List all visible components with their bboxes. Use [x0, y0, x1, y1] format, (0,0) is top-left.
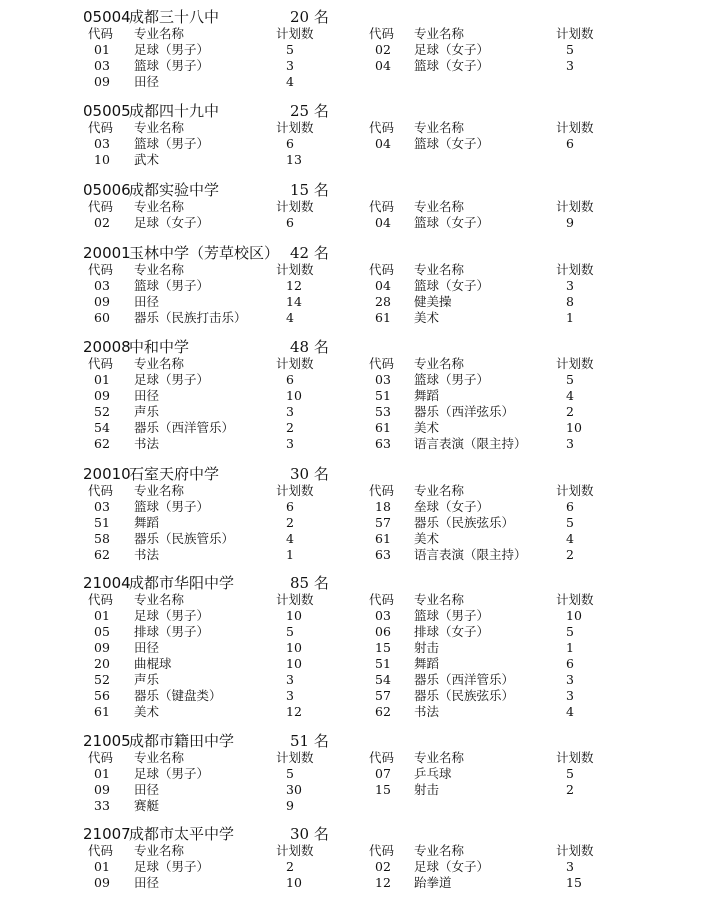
program-code: 09	[94, 875, 110, 890]
program-plan: 4	[566, 704, 574, 719]
school-code: 20001	[83, 244, 131, 262]
program-name: 曲棍球	[134, 656, 172, 671]
header-plan: 计划数	[556, 120, 594, 135]
program-name: 器乐（西洋管乐）	[414, 672, 515, 687]
program-plan: 10	[286, 388, 302, 403]
program-name: 武术	[134, 152, 160, 167]
program-plan: 3	[566, 688, 574, 703]
header-name: 专业名称	[134, 843, 185, 858]
program-plan: 14	[286, 294, 302, 309]
school-name: 成都四十九中	[129, 102, 220, 120]
program-plan: 3	[566, 278, 574, 293]
program-code: 03	[375, 372, 391, 387]
program-code: 51	[94, 515, 110, 530]
program-name: 健美操	[414, 294, 452, 309]
program-code: 06	[375, 624, 391, 639]
program-name: 声乐	[134, 672, 160, 687]
program-name: 足球（女子）	[414, 42, 490, 57]
program-code: 20	[94, 656, 110, 671]
program-code: 57	[375, 688, 391, 703]
header-name: 专业名称	[134, 199, 185, 214]
program-code: 15	[375, 640, 391, 655]
program-code: 02	[375, 859, 391, 874]
program-plan: 10	[566, 608, 582, 623]
program-code: 62	[94, 436, 110, 451]
program-name: 篮球（男子）	[134, 136, 210, 151]
program-name: 排球（男子）	[134, 624, 210, 639]
program-name: 跆拳道	[414, 875, 452, 890]
school-quota: 51 名	[290, 732, 329, 750]
header-plan: 计划数	[556, 750, 594, 765]
program-plan: 4	[286, 531, 294, 546]
program-plan: 12	[286, 704, 302, 719]
program-code: 03	[94, 58, 110, 73]
program-name: 书法	[414, 704, 440, 719]
program-code: 02	[375, 42, 391, 57]
header-code: 代码	[88, 120, 114, 135]
program-code: 54	[94, 420, 110, 435]
header-name: 专业名称	[414, 483, 465, 498]
program-name: 美术	[414, 531, 440, 546]
header-code: 代码	[369, 262, 395, 277]
program-code: 63	[375, 436, 391, 451]
header-name: 专业名称	[134, 120, 185, 135]
program-code: 09	[94, 388, 110, 403]
program-code: 15	[375, 782, 391, 797]
program-plan: 1	[566, 310, 574, 325]
header-name: 专业名称	[134, 26, 185, 41]
program-name: 舞蹈	[134, 515, 160, 530]
program-name: 篮球（女子）	[414, 58, 490, 73]
program-code: 60	[94, 310, 110, 325]
header-code: 代码	[88, 750, 114, 765]
header-code: 代码	[369, 26, 395, 41]
header-plan: 计划数	[276, 483, 314, 498]
program-name: 田径	[134, 640, 160, 655]
program-code: 56	[94, 688, 110, 703]
program-name: 射击	[414, 782, 440, 797]
program-name: 声乐	[134, 404, 160, 419]
program-plan: 3	[286, 58, 294, 73]
program-plan: 6	[566, 136, 574, 151]
program-code: 12	[375, 875, 391, 890]
school-code: 20008	[83, 338, 131, 356]
program-plan: 5	[566, 624, 574, 639]
program-plan: 2	[286, 420, 294, 435]
program-name: 垒球（女子）	[414, 499, 490, 514]
header-plan: 计划数	[556, 356, 594, 371]
school-quota: 30 名	[290, 825, 329, 843]
school-quota: 85 名	[290, 574, 329, 592]
program-code: 58	[94, 531, 110, 546]
program-name: 排球（女子）	[414, 624, 490, 639]
school-name: 成都市籍田中学	[129, 732, 235, 750]
program-name: 器乐（西洋弦乐）	[414, 404, 515, 419]
program-plan: 10	[286, 608, 302, 623]
header-plan: 计划数	[556, 26, 594, 41]
program-plan: 8	[566, 294, 574, 309]
header-code: 代码	[88, 592, 114, 607]
school-code: 21007	[83, 825, 131, 843]
program-code: 61	[375, 531, 391, 546]
header-plan: 计划数	[276, 843, 314, 858]
header-code: 代码	[369, 356, 395, 371]
program-code: 09	[94, 294, 110, 309]
program-code: 01	[94, 608, 110, 623]
program-plan: 12	[286, 278, 302, 293]
program-name: 器乐（民族打击乐）	[134, 310, 247, 325]
program-plan: 3	[566, 436, 574, 451]
program-plan: 6	[566, 656, 574, 671]
header-plan: 计划数	[556, 483, 594, 498]
program-code: 03	[94, 499, 110, 514]
program-plan: 2	[566, 547, 574, 562]
program-plan: 5	[286, 624, 294, 639]
header-name: 专业名称	[414, 262, 465, 277]
program-name: 篮球（男子）	[134, 499, 210, 514]
school-name: 石室天府中学	[129, 465, 220, 483]
program-code: 18	[375, 499, 391, 514]
program-plan: 4	[566, 388, 574, 403]
header-plan: 计划数	[276, 750, 314, 765]
program-plan: 3	[286, 404, 294, 419]
header-plan: 计划数	[276, 199, 314, 214]
program-code: 52	[94, 404, 110, 419]
header-code: 代码	[369, 592, 395, 607]
program-name: 器乐（民族弦乐）	[414, 515, 515, 530]
program-name: 赛艇	[134, 798, 160, 813]
program-code: 51	[375, 388, 391, 403]
program-code: 09	[94, 74, 110, 89]
program-name: 足球（男子）	[134, 766, 210, 781]
program-plan: 6	[286, 372, 294, 387]
program-plan: 10	[566, 420, 582, 435]
header-plan: 计划数	[276, 120, 314, 135]
program-name: 书法	[134, 547, 160, 562]
program-name: 乒乓球	[414, 766, 452, 781]
program-code: 63	[375, 547, 391, 562]
program-code: 04	[375, 136, 391, 151]
program-plan: 6	[286, 215, 294, 230]
program-name: 器乐（民族管乐）	[134, 531, 235, 546]
program-plan: 4	[566, 531, 574, 546]
program-plan: 5	[566, 372, 574, 387]
header-name: 专业名称	[414, 356, 465, 371]
program-plan: 10	[286, 875, 302, 890]
program-code: 62	[375, 704, 391, 719]
program-plan: 5	[286, 42, 294, 57]
program-name: 足球（女子）	[414, 859, 490, 874]
header-plan: 计划数	[556, 843, 594, 858]
program-name: 篮球（女子）	[414, 136, 490, 151]
school-code: 05006	[83, 181, 131, 199]
program-plan: 3	[566, 859, 574, 874]
program-name: 足球（男子）	[134, 372, 210, 387]
program-plan: 5	[286, 766, 294, 781]
program-name: 田径	[134, 782, 160, 797]
program-name: 篮球（男子）	[134, 278, 210, 293]
program-plan: 5	[566, 42, 574, 57]
program-plan: 6	[566, 499, 574, 514]
school-code: 05005	[83, 102, 131, 120]
school-name: 成都实验中学	[129, 181, 220, 199]
program-plan: 1	[566, 640, 574, 655]
header-plan: 计划数	[276, 356, 314, 371]
program-plan: 9	[286, 798, 294, 813]
school-name: 中和中学	[129, 338, 190, 356]
header-plan: 计划数	[276, 262, 314, 277]
program-name: 美术	[134, 704, 160, 719]
program-name: 语言表演（限主持）	[414, 436, 527, 451]
school-quota: 48 名	[290, 338, 329, 356]
program-code: 01	[94, 372, 110, 387]
header-name: 专业名称	[414, 26, 465, 41]
program-plan: 3	[566, 58, 574, 73]
program-code: 04	[375, 58, 391, 73]
program-name: 篮球（男子）	[414, 608, 490, 623]
program-name: 语言表演（限主持）	[414, 547, 527, 562]
school-quota: 15 名	[290, 181, 329, 199]
program-plan: 30	[286, 782, 302, 797]
header-plan: 计划数	[556, 592, 594, 607]
program-plan: 3	[286, 672, 294, 687]
header-name: 专业名称	[134, 356, 185, 371]
program-plan: 2	[286, 515, 294, 530]
header-plan: 计划数	[556, 262, 594, 277]
program-code: 05	[94, 624, 110, 639]
program-code: 57	[375, 515, 391, 530]
program-code: 51	[375, 656, 391, 671]
program-name: 田径	[134, 294, 160, 309]
header-name: 专业名称	[414, 592, 465, 607]
program-name: 田径	[134, 74, 160, 89]
school-name: 成都市太平中学	[129, 825, 235, 843]
program-code: 54	[375, 672, 391, 687]
program-plan: 2	[566, 404, 574, 419]
school-quota: 25 名	[290, 102, 329, 120]
header-code: 代码	[88, 26, 114, 41]
program-code: 61	[375, 310, 391, 325]
program-code: 01	[94, 42, 110, 57]
program-code: 07	[375, 766, 391, 781]
program-code: 01	[94, 766, 110, 781]
header-name: 专业名称	[134, 750, 185, 765]
program-plan: 5	[566, 515, 574, 530]
header-name: 专业名称	[414, 843, 465, 858]
header-plan: 计划数	[556, 199, 594, 214]
header-code: 代码	[88, 843, 114, 858]
program-name: 田径	[134, 875, 160, 890]
program-plan: 9	[566, 215, 574, 230]
program-code: 03	[94, 136, 110, 151]
school-code: 05004	[83, 8, 131, 26]
program-plan: 4	[286, 74, 294, 89]
header-name: 专业名称	[134, 262, 185, 277]
school-code: 21004	[83, 574, 131, 592]
program-name: 篮球（女子）	[414, 215, 490, 230]
program-code: 28	[375, 294, 391, 309]
school-name: 成都三十八中	[129, 8, 220, 26]
program-plan: 4	[286, 310, 294, 325]
header-name: 专业名称	[134, 483, 185, 498]
program-code: 01	[94, 859, 110, 874]
program-name: 舞蹈	[414, 388, 440, 403]
school-quota: 30 名	[290, 465, 329, 483]
program-plan: 13	[286, 152, 302, 167]
program-code: 04	[375, 278, 391, 293]
program-name: 器乐（键盘类）	[134, 688, 222, 703]
school-code: 21005	[83, 732, 131, 750]
program-code: 09	[94, 640, 110, 655]
program-plan: 6	[286, 499, 294, 514]
program-code: 04	[375, 215, 391, 230]
header-code: 代码	[369, 750, 395, 765]
program-name: 器乐（民族弦乐）	[414, 688, 515, 703]
program-plan: 2	[286, 859, 294, 874]
program-name: 篮球（男子）	[134, 58, 210, 73]
program-plan: 3	[566, 672, 574, 687]
program-plan: 1	[286, 547, 294, 562]
program-plan: 15	[566, 875, 582, 890]
header-code: 代码	[369, 199, 395, 214]
header-name: 专业名称	[414, 199, 465, 214]
header-code: 代码	[88, 199, 114, 214]
program-code: 10	[94, 152, 110, 167]
program-code: 02	[94, 215, 110, 230]
header-name: 专业名称	[414, 120, 465, 135]
program-code: 03	[375, 608, 391, 623]
program-name: 篮球（女子）	[414, 278, 490, 293]
program-name: 美术	[414, 420, 440, 435]
program-plan: 3	[286, 688, 294, 703]
program-code: 03	[94, 278, 110, 293]
program-plan: 2	[566, 782, 574, 797]
program-name: 足球（男子）	[134, 859, 210, 874]
school-quota: 42 名	[290, 244, 329, 262]
program-code: 09	[94, 782, 110, 797]
program-plan: 3	[286, 436, 294, 451]
program-name: 器乐（西洋管乐）	[134, 420, 235, 435]
program-plan: 5	[566, 766, 574, 781]
program-plan: 10	[286, 640, 302, 655]
header-code: 代码	[369, 843, 395, 858]
school-name: 成都市华阳中学	[129, 574, 235, 592]
school-quota: 20 名	[290, 8, 329, 26]
header-plan: 计划数	[276, 592, 314, 607]
program-code: 33	[94, 798, 110, 813]
program-code: 61	[375, 420, 391, 435]
program-code: 52	[94, 672, 110, 687]
header-code: 代码	[88, 262, 114, 277]
header-code: 代码	[369, 120, 395, 135]
program-name: 足球（男子）	[134, 42, 210, 57]
program-name: 美术	[414, 310, 440, 325]
program-name: 射击	[414, 640, 440, 655]
header-name: 专业名称	[134, 592, 185, 607]
program-code: 61	[94, 704, 110, 719]
header-name: 专业名称	[414, 750, 465, 765]
program-code: 62	[94, 547, 110, 562]
program-name: 足球（男子）	[134, 608, 210, 623]
header-plan: 计划数	[276, 26, 314, 41]
program-name: 舞蹈	[414, 656, 440, 671]
program-plan: 10	[286, 656, 302, 671]
header-code: 代码	[88, 483, 114, 498]
program-name: 田径	[134, 388, 160, 403]
program-name: 篮球（男子）	[414, 372, 490, 387]
program-code: 53	[375, 404, 391, 419]
school-code: 20010	[83, 465, 131, 483]
school-name: 玉林中学（芳草校区）	[129, 244, 280, 262]
program-name: 足球（女子）	[134, 215, 210, 230]
header-code: 代码	[369, 483, 395, 498]
program-plan: 6	[286, 136, 294, 151]
program-name: 书法	[134, 436, 160, 451]
header-code: 代码	[88, 356, 114, 371]
